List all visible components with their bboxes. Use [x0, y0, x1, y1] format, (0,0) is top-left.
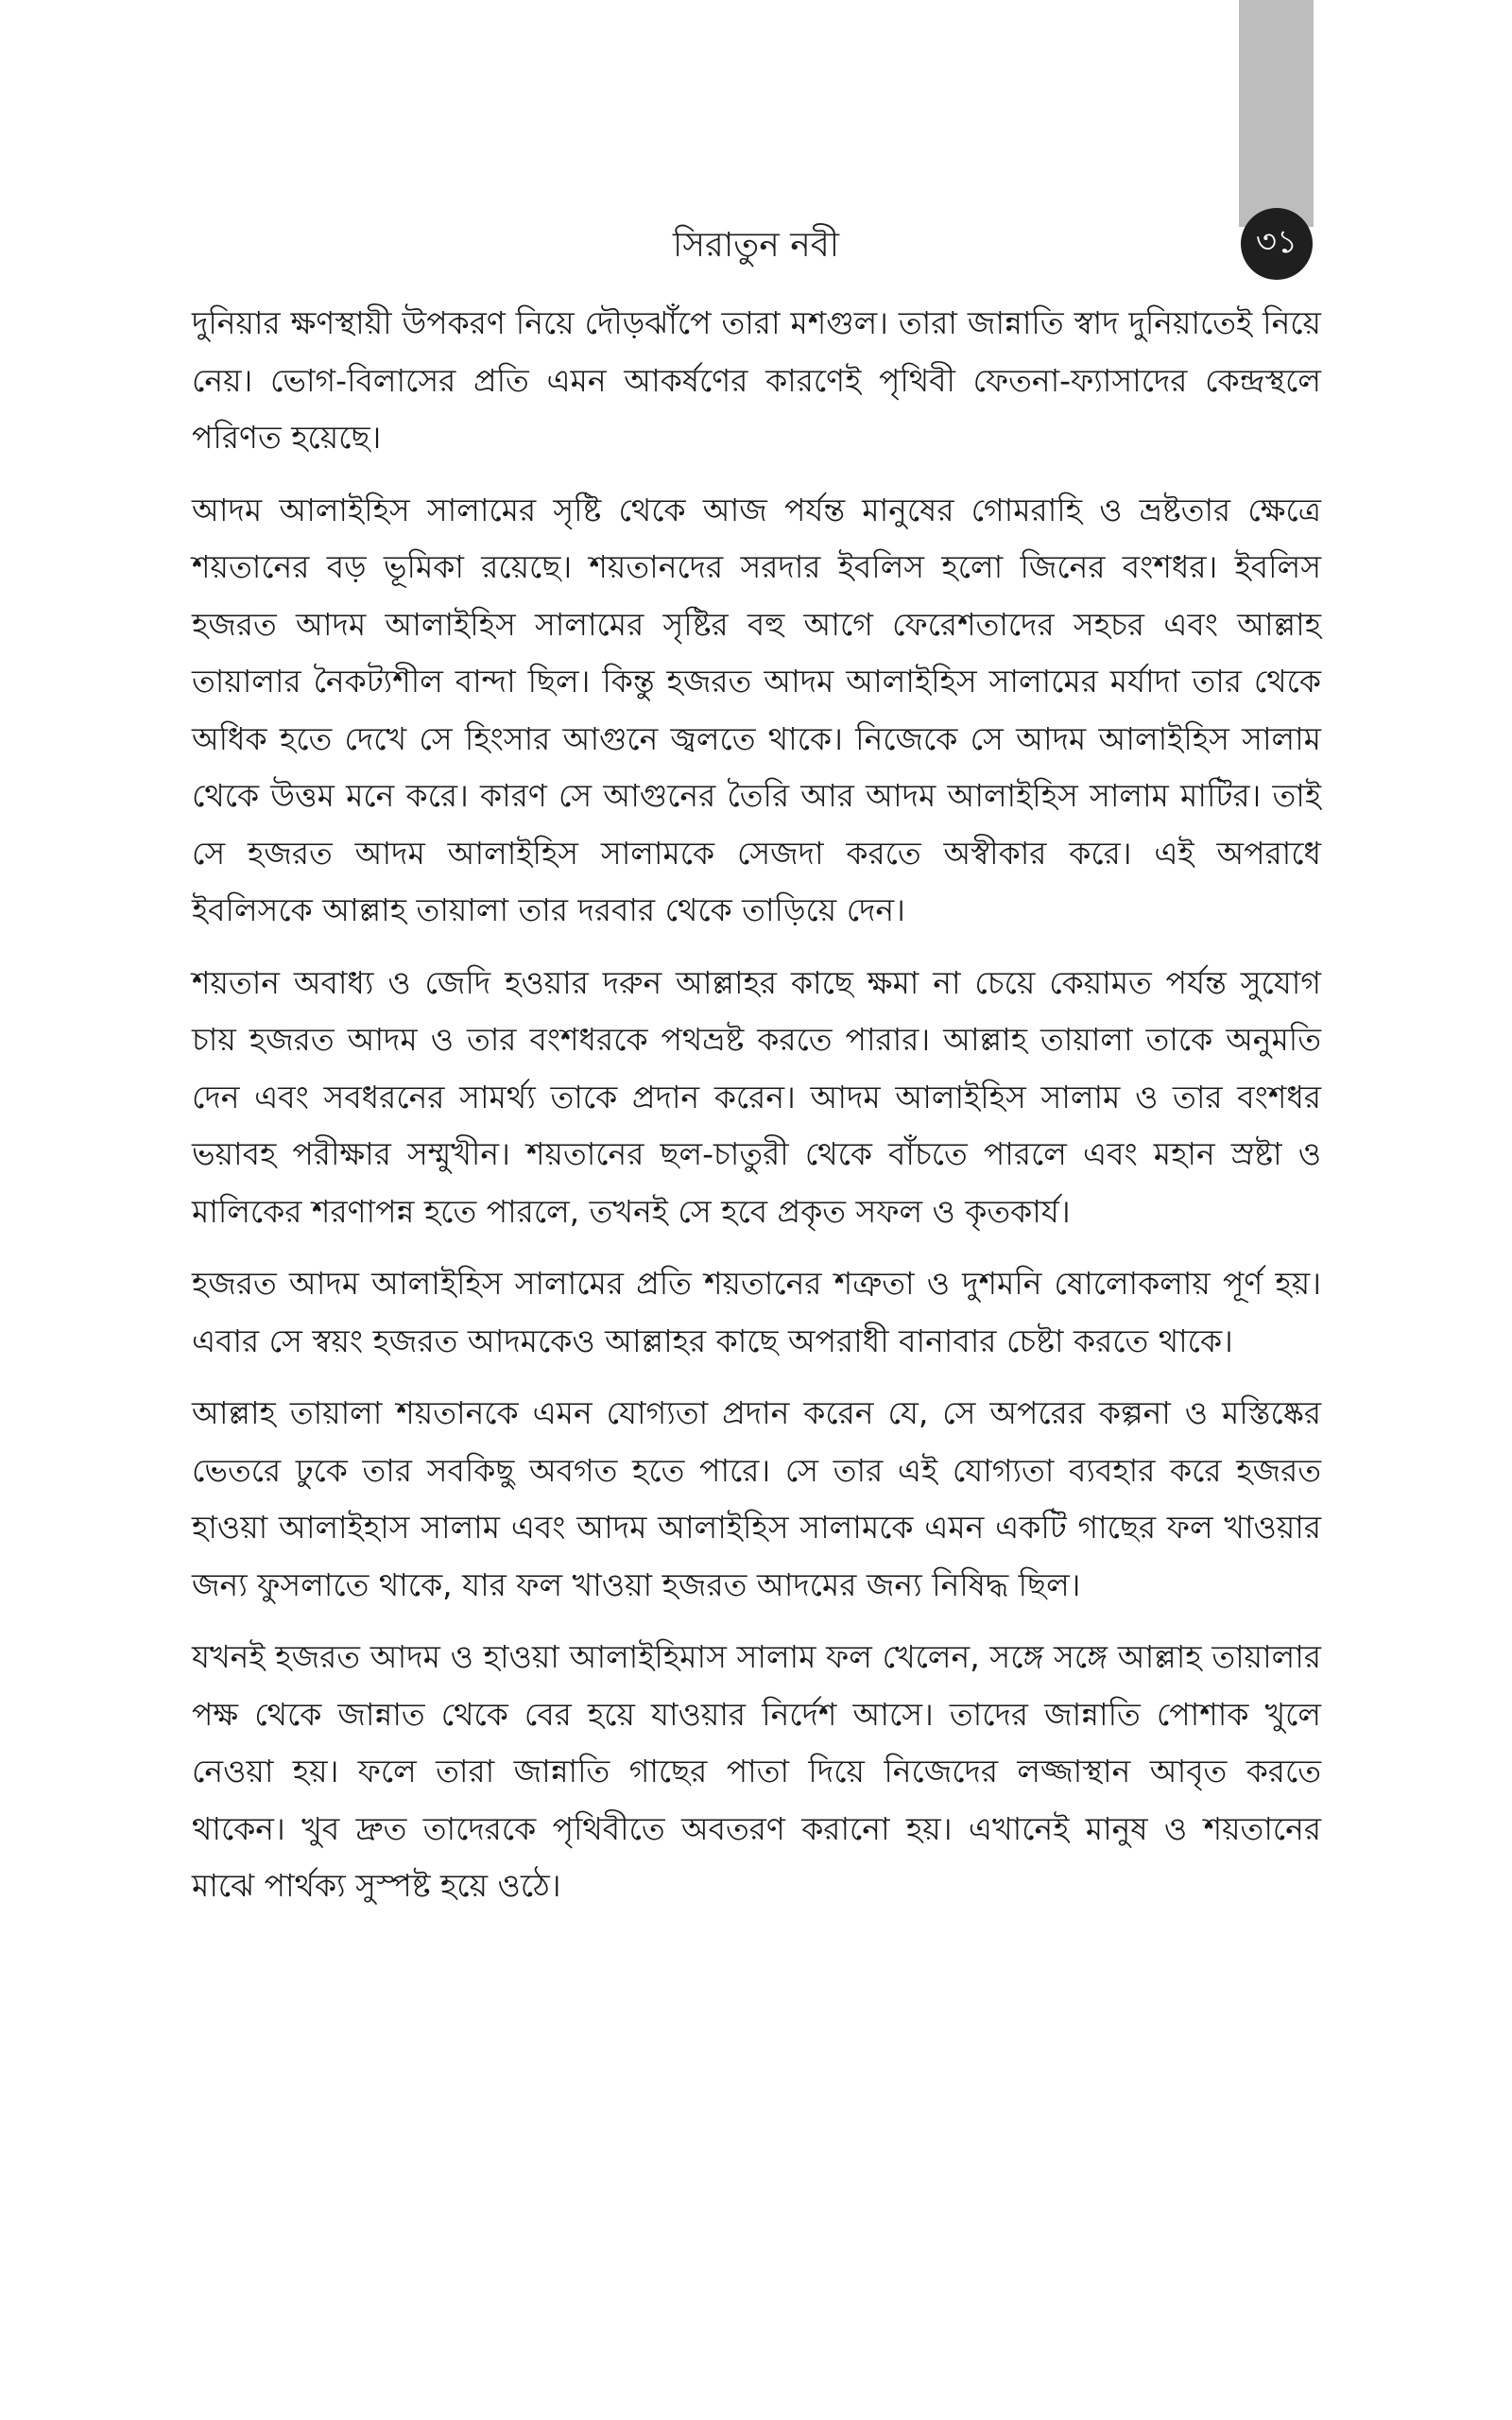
paragraph: আল্লাহ তায়ালা শয়তানকে এমন যোগ্যতা প্রদান করেন যে, সে অপরের কল্পনা ও মস্তিষ্কের ভেতরে ঢুকে তার সবকিছু অবগত হতে পারে। সে তার এই যোগ্যতা ব্যবহার করে হজরত হাওয়া আলাইহাস সালাম এবং আদম আলাইহিস সালামকে এমন একটি গাছের ফল খাওয়ার জন্য ফুসলাতে থাকে, যার ফল খাওয়া হজরত আদমের জন্য নিষিদ্ধ ছিল।: [192, 1394, 1321, 1603]
page-number: ৩১: [1255, 222, 1298, 261]
running-title: সিরাতুন নবী: [672, 226, 840, 265]
paragraph: আদম আলাইহিস সালামের সৃষ্টি থেকে আজ পর্যন্ত মানুষের গোমরাহি ও ভ্রষ্টতার ক্ষেত্রে শয়তানের বড় ভূমিকা রয়েছে। শয়তানদের সরদার ইবলিস হলো জিনের বংশধর। ইবলিস হজরত আদম আলাইহিস সালামের সৃষ্টির বহু আগে ফেরেশতাদের সহচর এবং আল্লাহ তায়ালার নৈকট্যশীল বান্দা ছিল। কিন্তু হজরত আদম আলাইহিস সালামের মর্যাদা তার থেকে অধিক হতে দেখে সে হিংসার আগুনে জ্বলতে থাকে। নিজেকে সে আদম আলাইহিস সালাম থেকে উত্তম মনে করে। কারণ সে আগুনের তৈরি আর আদম আলাইহিস সালাম মাটির। তাই সে হজরত আদম আলাইহিস সালামকে সেজদা করতে অস্বীকার করে। এই অপরাধে ইবলিসকে আল্লাহ তায়ালা তার দরবার থেকে তাড়িয়ে দেন।: [192, 491, 1321, 928]
paragraph: দুনিয়ার ক্ষণস্থায়ী উপকরণ নিয়ে দৌড়ঝাঁপে তারা মশগুল। তারা জান্নাতি স্বাদ দুনিয়াতেই নিয়ে নেয়। ভোগ-বিলাসের প্রতি এমন আকর্ষণের কারণেই পৃথিবী ফেতনা-ফ্যাসাদের কেন্দ্রস্থলে পরিণত হয়েছে।: [192, 304, 1321, 456]
paragraph: হজরত আদম আলাইহিস সালামের প্রতি শয়তানের শত্রুতা ও দুশমনি ষোলোকলায় পূর্ণ হয়। এবার সে স্বয়ং হজরত আদমকেও আল্লাহর কাছে অপরাধী বানাবার চেষ্টা করতে থাকে।: [192, 1265, 1321, 1359]
paragraph: শয়তান অবাধ্য ও জেদি হওয়ার দরুন আল্লাহর কাছে ক্ষমা না চেয়ে কেয়ামত পর্যন্ত সুযোগ চায় হজরত আদম ও তার বংশধরকে পথভ্রষ্ট করতে পারার। আল্লাহ তায়ালা তাকে অনুমতি দেন এবং সবধরনের সামর্থ্য তাকে প্রদান করেন। আদম আলাইহিস সালাম ও তার বংশধর ভয়াবহ পরীক্ষার সম্মুখীন। শয়তানের ছল-চাতুরী থেকে বাঁচতে পারলে এবং মহান স্রষ্টা ও মালিকের শরণাপন্ন হতে পারলে, তখনই সে হবে প্রকৃত সফল ও কৃতকার্য।: [192, 963, 1321, 1230]
page-body: [192, 295, 1321, 1930]
paragraph: যখনই হজরত আদম ও হাওয়া আলাইহিমাস সালাম ফল খেলেন, সঙ্গে সঙ্গে আল্লাহ তায়ালার পক্ষ থেকে জান্নাত থেকে বের হয়ে যাওয়ার নির্দেশ আসে। তাদের জান্নাতি পোশাক খুলে নেওয়া হয়। ফলে তারা জান্নাতি গাছের পাতা দিয়ে নিজেদের লজ্জাস্থান আবৃত করতে থাকেন। খুব দ্রুত তাদেরকে পৃথিবীতে অবতরণ করানো হয়। এখানেই মানুষ ও শয়তানের মাঝে পার্থক্য সুস্পষ্ট হয়ে ওঠে।: [192, 1638, 1321, 1904]
page-edge-tab: [1239, 0, 1314, 227]
